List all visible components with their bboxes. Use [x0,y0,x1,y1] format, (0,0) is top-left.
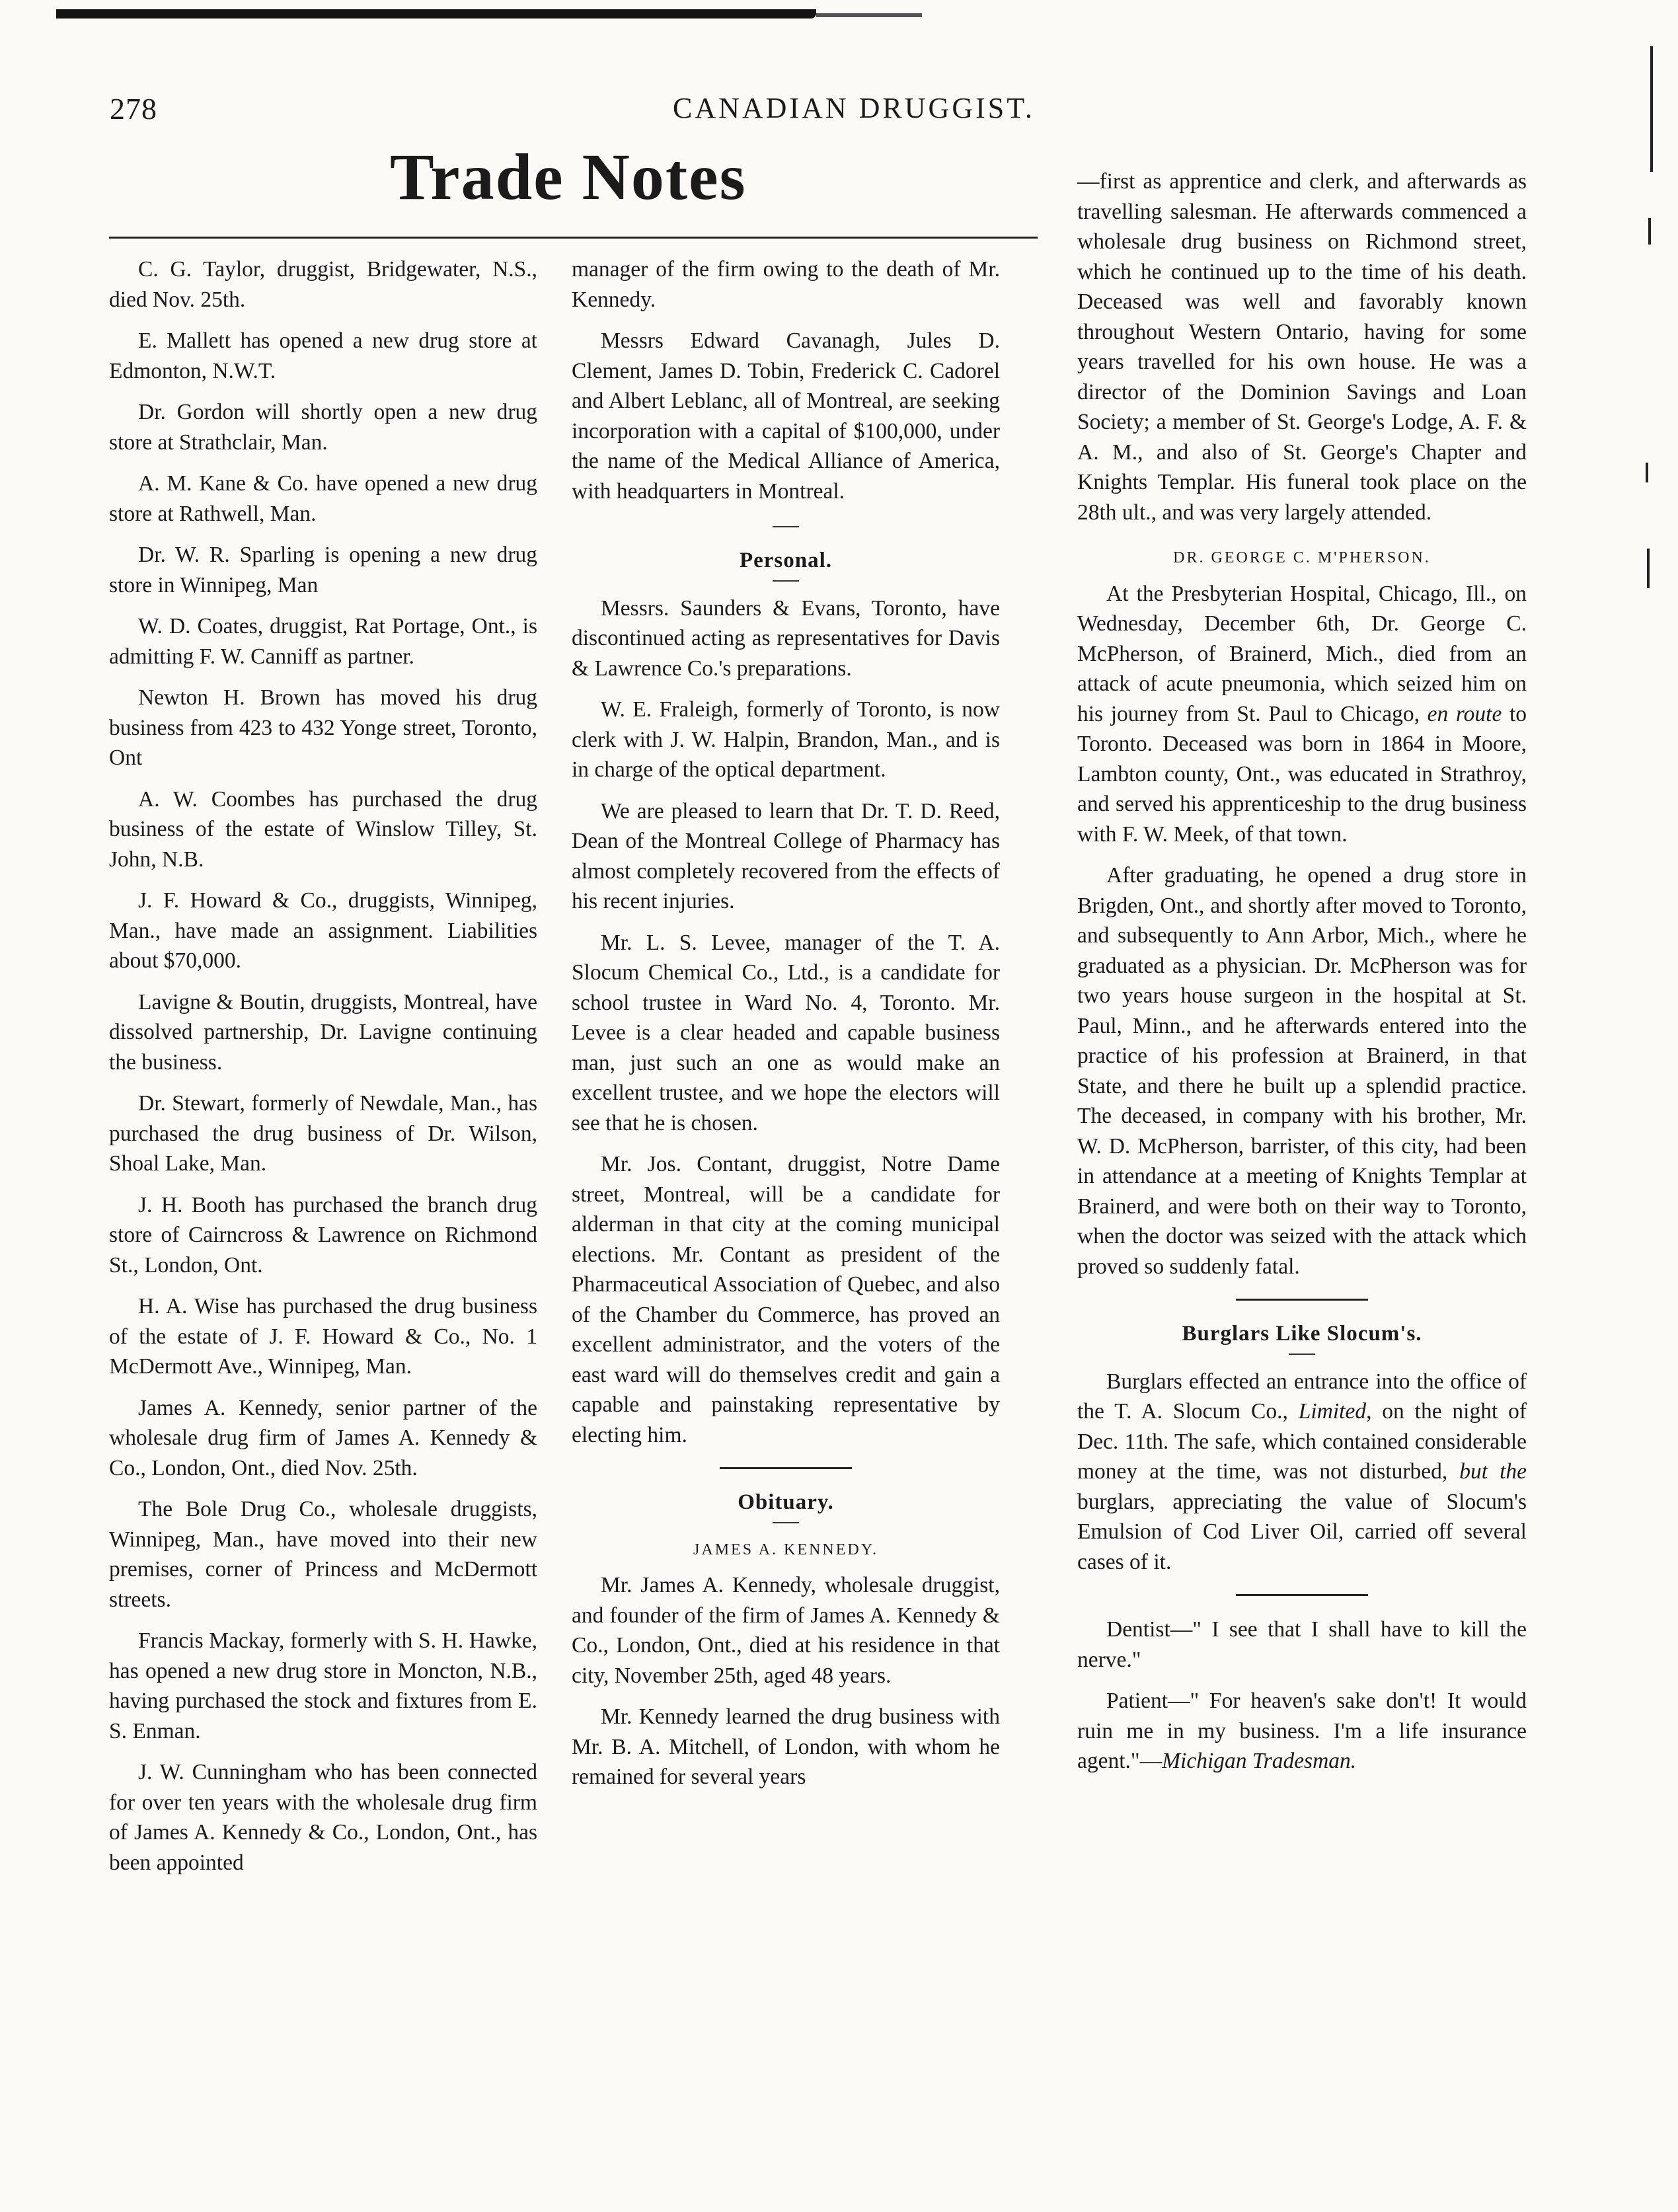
news-item: J. H. Booth has purchased the branch drug store of Cairncross & Lawrence on Richmond St., London, Ont. [109,1192,537,1278]
personal-item: We are pleased to learn that Dr. T. D. Reed, Dean of the Montreal College of Pharmacy has almost completely recovered from the effects of his recent injuries. [572,798,1000,913]
news-item: J. F. Howard & Co., druggists, Winnipeg, Man., have made an assignment. Liabilities about $70,000. [109,888,537,973]
news-item: The Bole Drug Co., wholesale druggists, Winnipeg, Man., have moved into their new premises, corner of Princess and McDermott streets. [109,1497,537,1612]
margin-scan-mark [1650,46,1653,172]
margin-scan-mark [1648,218,1651,245]
section-dash [773,580,799,582]
news-item: Dr. W. R. Sparling is opening a new drug store in Winnipeg, Man [109,543,537,597]
personal-item: W. E. Fraleigh, formerly of Toronto, is now clerk with J. W. Halpin, Brandon, Man., and is in charge of the optical department. [572,697,1000,782]
page-title: Trade Notes [390,140,747,213]
margin-scan-mark [1646,463,1648,482]
obituary-continued: —first as apprentice and clerk, and afterwards as travelling salesman. He afterwards commenced a wholesale drug business on Richmond street, which he continued up to the time of his death. Deceased was well and favorably known throughout Western Ontario, having for some years travelled for his own house. He was a director of the Dominion Savings and Loan Society; a member of St. George's Lodge, A. F. & A. M., and also of St. George's Chapter and Knights Templar. His funeral took place on the 28th ult., and was very largely attended. [1077,169,1527,525]
column-1 [109,254,537,1889]
column-2 [572,254,1000,1804]
news-item: A. M. Kane & Co. have opened a new drug store at Rathwell, Man. [109,471,537,526]
section-rule [1236,1299,1368,1301]
mcpherson-paragraph: At the Presbyterian Hospital, Chicago, Ill., on Wednesday, December 6th, Dr. George C. McPherson, of Brainerd, Mich., died from an attack of acute pneumonia, which seized him on his journey from St. Paul to Chicago, en route to Toronto. Deceased was born in 1864 in Moore, Lambton county, Ont., was educated in Strathroy, and served his apprenticeship to the drug business with F. W. Meek, of that town. [1077,581,1527,847]
top-scan-edge [56,9,816,19]
dentist-line: Dentist—" I see that I shall have to kill the nerve." [1077,1617,1527,1672]
burglars-paragraph: Burglars effected an entrance into the office of the T. A. Slocum Co., Limited, on the night of Dec. 11th. The safe, which contained considerable money at the time, was not disturbed, but the burglars, appreciating the value of Slocum's Emulsion of Cod Liver Oil, carried off several cases of it. [1077,1369,1527,1574]
obituary-paragraph: Mr. Kennedy learned the drug business with Mr. B. A. Mitchell, of London, with whom he remained for several years [572,1704,1000,1789]
personal-item: Mr. L. S. Levee, manager of the T. A. Slocum Chemical Co., Ltd., is a candidate for school trustee in Ward No. 4, Toronto. Mr. Levee is a clear headed and capable business man, just such an one as would make an excellent trustee, and we hope the electors will see that he is chosen. [572,930,1000,1135]
mcpherson-heading: DR. GEORGE C. M'PHERSON. [1173,549,1431,566]
news-item: Newton H. Brown has moved his drug business from 423 to 432 Yonge street, Toronto, Ont [109,685,537,770]
mcpherson-paragraph: After graduating, he opened a drug store in Brigden, Ont., and shortly after moved to Toronto, and subsequently to Ann Arbor, Mich., where he graduated as a physician. Dr. McPherson was for two years house surgeon in the hospital at St. Paul, Minn., and he afterwards entered into the practice of his profession at Brainerd, in that State, and there he built up a splendid practice. The deceased, in company with his brother, Mr. W. D. McPherson, barrister, of this city, had been in attendance at a meeting of Knights Templar at Brainerd, and were both on their way to Toronto, when the doctor was seized with the attack which proved so suddenly fatal. [1077,863,1527,1279]
news-item: W. D. Coates, druggist, Rat Portage, Ont., is admitting F. W. Canniff as partner. [109,614,537,669]
news-item: James A. Kennedy, senior partner of the wholesale drug firm of James A. Kennedy & Co., London, Ont., died Nov. 25th. [109,1395,537,1480]
news-item: Lavigne & Boutin, druggists, Montreal, have dissolved partnership, Dr. Lavigne continuing the business. [109,989,537,1075]
obituary-subheading: JAMES A. KENNEDY. [693,1541,878,1558]
section-dash [773,526,799,527]
news-item: C. G. Taylor, druggist, Bridgewater, N.S., died Nov. 25th. [109,257,537,312]
personal-heading: Personal. [739,549,833,572]
news-item-continued: manager of the firm owing to the death of Mr. Kennedy. [572,257,1000,312]
column-3 [1077,167,1527,1788]
page-number: 278 [110,92,157,126]
news-item: A. W. Coombes has purchased the drug business of the estate of Winslow Tilley, St. John, N.B. [109,786,537,872]
top-scan-edge-tail [816,13,922,17]
news-item: H. A. Wise has purchased the drug business of the estate of J. F. Howard & Co., No. 1 McDermott Ave., Winnipeg, Man. [109,1294,537,1379]
margin-scan-mark [1647,549,1650,588]
obituary-heading: Obituary. [738,1490,834,1514]
running-title: CANADIAN DRUGGIST. [673,92,1035,124]
title-rule [109,237,1038,239]
obituary-paragraph: Mr. James A. Kennedy, wholesale druggist, and founder of the firm of James A. Kennedy & Co., London, Ont., died at his residence in that city, November 25th, aged 48 years. [572,1573,1000,1688]
section-rule [720,1467,852,1469]
news-item: J. W. Cunningham who has been connected for over ten years with the wholesale drug firm of James A. Kennedy & Co., London, Ont., has been appointed [109,1760,537,1875]
news-item: Dr. Stewart, formerly of Newdale, Man., has purchased the drug business of Dr. Wilson, Shoal Lake, Man. [109,1091,537,1176]
news-item: Francis Mackay, formerly with S. H. Hawke, has opened a new drug store in Moncton, N.B., having purchased the stock and fixtures from E. S. Enman. [109,1628,537,1743]
news-item: Messrs Edward Cavanagh, Jules D. Clement, James D. Tobin, Frederick C. Cadorel and Albert Leblanc, all of Montreal, are seeking incorporation with a capital of $100,000, under the name of the Medical Alliance of America, with headquarters in Montreal. [572,328,1000,504]
burglars-heading: Burglars Like Slocum's. [1182,1322,1422,1346]
section-rule [1236,1594,1368,1596]
patient-line: Patient—" For heaven's sake don't! It would ruin me in my business. I'm a life insurance agent."—Michigan Tradesman. [1077,1689,1527,1773]
section-dash [773,1522,799,1523]
news-item: E. Mallett has opened a new drug store at Edmonton, N.W.T. [109,328,537,383]
personal-item: Messrs. Saunders & Evans, Toronto, have discontinued acting as representatives for Davis & Lawrence Co.'s preparations. [572,595,1000,681]
news-item: Dr. Gordon will shortly open a new drug store at Strathclair, Man. [109,400,537,455]
section-dash [1289,1354,1315,1355]
personal-item: Mr. Jos. Contant, druggist, Notre Dame street, Montreal, will be a candidate for alderman in that city at the coming municipal elections. Mr. Contant as president of the Pharmaceutical Association of Quebec, and also of the Chamber du Commerce, has proved an excellent administrator, and the voters of the east ward will do themselves credit and gain a capable and painstaking representative by electing him. [572,1152,1000,1447]
